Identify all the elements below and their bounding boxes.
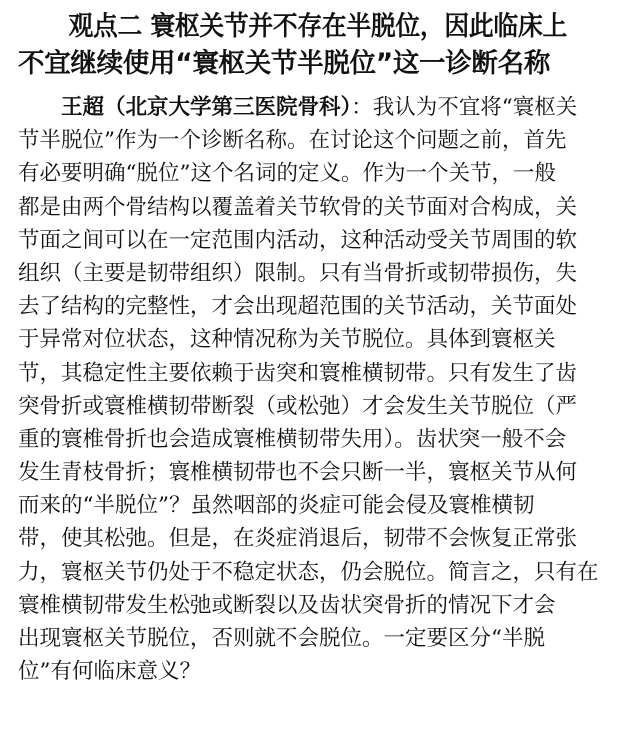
- body-line: 于异常对位状态，这种情况称为关节脱位。具体到寰枢关: [18, 327, 556, 353]
- section-title: [18, 8, 618, 82]
- body-line: 节半脱位”作为一个诊断名称。在讨论这个问题之前，首先: [18, 128, 567, 154]
- body-line: 都是由两个骨结构以覆盖着关节软骨的关节面对合构成，关: [18, 194, 578, 220]
- body-line: 节，其稳定性主要依赖于齿突和寰椎横韧带。只有发生了齿: [18, 360, 578, 386]
- body-line: 力，寰枢关节仍处于不稳定状态，仍会脱位。简言之，只有在: [18, 559, 599, 585]
- body-line: 重的寰椎骨折也会造成寰椎横韧带失用）。齿状突一般不会: [18, 426, 567, 452]
- body-line: 节面之间可以在一定范围内活动，这种活动受关节周围的软: [18, 227, 578, 253]
- body-text: [18, 91, 618, 688]
- title-line-2: 不宜继续使用“寰枢关节半脱位”这一诊断名称: [18, 48, 551, 79]
- title-line-1: 观点二 寰枢关节并不存在半脱位，因此临床上: [68, 11, 567, 42]
- body-line: 去了结构的完整性，才会出现超范围的关节活动，关节面处: [18, 294, 578, 320]
- body-line: 而来的“半脱位”？虽然咽部的炎症可能会侵及寰椎横韧: [18, 493, 535, 519]
- body-line: 发生青枝骨折；寰椎横韧带也不会只断一半，寰枢关节从何: [18, 460, 578, 486]
- body-line: 寰椎横韧带发生松弛或断裂以及齿状突骨折的情况下才会: [18, 592, 556, 618]
- body-line: [18, 91, 618, 124]
- body-line: 位”有何临床意义？: [18, 659, 201, 685]
- body-line: 带，使其松弛。但是，在炎症消退后，韧带不会恢复正常张: [18, 526, 578, 552]
- author-affiliation: 王超（北京大学第三医院骨科）: [61, 95, 352, 120]
- body-line: 组织（主要是韧带组织）限制。只有当骨折或韧带损伤，失: [18, 260, 578, 286]
- body-line: 有必要明确“脱位”这个名词的定义。作为一个关节，一般: [18, 161, 556, 187]
- body-line-text: ：我认为不宜将“寰枢关: [351, 95, 578, 120]
- body-line: 突骨折或寰椎横韧带断裂（或松弛）才会发生关节脱位（严: [18, 393, 578, 419]
- body-line: 出现寰枢关节脱位，否则就不会脱位。一定要区分“半脱: [18, 626, 545, 651]
